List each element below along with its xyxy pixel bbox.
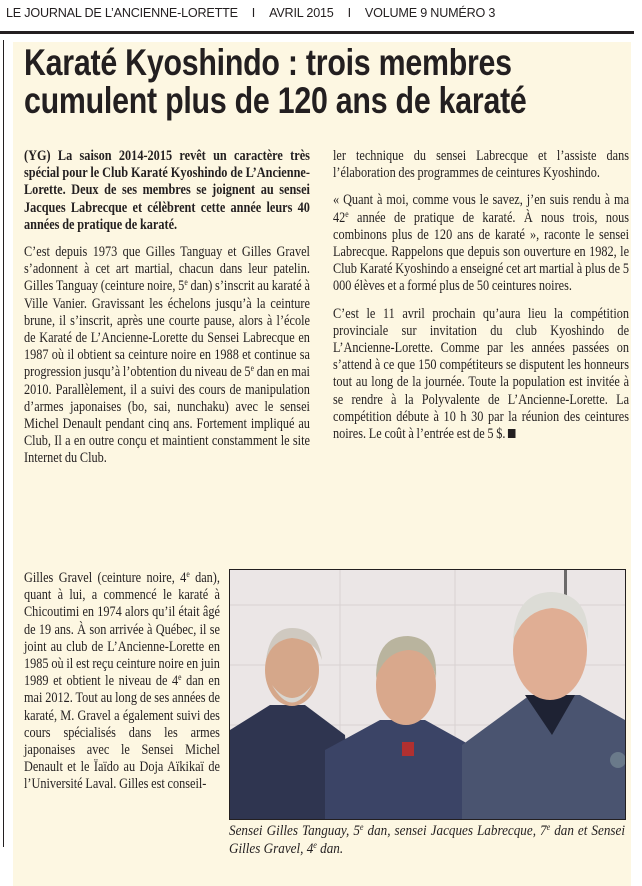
headline-line-2: cumulent plus de 120 ans de karaté: [24, 80, 527, 121]
column-1-text: [24, 148, 310, 468]
column-1: [24, 148, 310, 548]
paragraph-tanguay: [24, 244, 310, 468]
publication-name: LE JOURNAL DE L’ANCIENNE-LORETTE: [6, 6, 238, 20]
photo-three-senseis: [229, 569, 626, 820]
paragraph-quote: [333, 192, 629, 295]
issue-date: AVRIL 2015: [269, 6, 334, 20]
text-run: dan en mai 2010. Parallèlement, il a suivi des cours de manipulation d’armes japonaises (bo, sai, nunchaku) avec le sensei Michel Denault pendant cinq ans. Fortement impliqué au Club, Il a en outre conçu et maintient constamment le site Internet du Club.: [24, 364, 310, 467]
tshirt-middle: [402, 742, 414, 756]
text-run: dan), quant à lui, a commencé le karaté à Chicoutimi en 1974 alors qu’il était âgé de 19 ans. À son arrivée à Québec, il se joint au club de L’Ancienne-Lorette en 1985 où il est reçu ceinture noire en juin 1989 et obtient le niveau de 4: [24, 570, 220, 690]
headline: [24, 42, 527, 121]
paragraph-competition: [333, 306, 629, 444]
paragraph-conseiller: ler technique du sensei Labrecque et l’assiste dans l’élaboration des programmes de ceintures Kyoshindo.: [333, 148, 630, 182]
ordinal-suffix: e: [313, 839, 317, 850]
volume-number: VOLUME 9 NUMÉRO 3: [364, 6, 496, 20]
caption-run: dan et Sensei Gilles Gravel, 4: [229, 823, 625, 857]
top-rule: [0, 31, 634, 34]
paragraph-gravel: [24, 570, 220, 794]
text-run: dan en mai 2012. Tout au long de ses années de karaté, M. Gravel a également suivi des cours spécialisés dans les armes japonaises avec le Sensei Michel Denault et le Ïaïdo au Doja Aïkikaï de l’Université Laval. Gilles est conseil-: [24, 673, 220, 793]
ordinal-suffix: e: [184, 277, 188, 288]
masthead-separator: I: [347, 6, 351, 20]
text-run: Gilles Gravel (ceinture noire, 4: [24, 570, 187, 586]
text-run: « Quant à moi, comme vous le savez, j’en suis rendu à ma 42: [333, 192, 630, 226]
column-2-text: [333, 148, 629, 443]
ordinal-suffix: e: [186, 569, 190, 579]
text-run: C’est le 11 avril prochain qu’aura lieu la compétition provinciale sur invitation du club Kyoshindo de L’Ancienne-Lorette. Comme par les années passées on s’attend à ce que 150 compétiteurs se disputent les honneurs tout au long de la journée. Toute la population est invitée à se rendre à la Polyvalente de L’Ancienne-Lorette. La compétition débute à 10 h 30 par la réunion des ceintures noires. Le coût à l’entrée est de 5 $.: [333, 305, 630, 443]
caption-run: dan, sensei Jacques Labrecque, 7: [363, 823, 547, 839]
ordinal-suffix: e: [546, 822, 551, 832]
ordinal-suffix: e: [250, 363, 254, 374]
text-run: C’est depuis 1973 que Gilles Tanguay et Gilles Gravel s’adonnent à cet art martial, chacun dans leur patelin. Gilles Tanguay (ceinture noire, 5: [24, 244, 310, 295]
headline-line-1: Karaté Kyoshindo : trois membres: [24, 42, 512, 83]
masthead-separator: I: [251, 6, 256, 20]
caption-run: dan.: [316, 840, 344, 857]
photo-caption-text: [229, 823, 625, 858]
end-mark-icon: [508, 429, 516, 438]
text-run: dan) s’inscrit au karaté à Ville Vanier. Gravissant les échelons jusqu’à la ceinture brune, il s’inscrit, après une courte pause, alors à l’école de Karaté de L’Ancienne-Lorette du Sensei Labrecque en 1987 où il obtient sa ceinture noire en 1988 et continue sa progression jusqu’à l’obtention du niveau de 5: [24, 278, 310, 381]
caption-run: Sensei Gilles Tanguay, 5: [229, 823, 360, 839]
ordinal-suffix: e: [178, 672, 182, 683]
ordinal-suffix: e: [345, 208, 349, 219]
column-3-text: [24, 570, 220, 794]
text-run: année de pratique de karaté. À nous trois, nous combinons plus de 120 ans de karaté », raconte le sensei Labrecque. Rappelons que depuis son ouverture en 1982, le Club Karaté Kyoshindo a enseigné cet art martial à plus de 5 000 élèves et a formé plus de 50 ceintures noires.: [333, 209, 630, 295]
column-3: [24, 570, 220, 880]
lead-paragraph: (YG) La saison 2014-2015 revêt un caractère très spécial pour le Club Karaté Kyoshindo de L’Ancienne-Lorette. Deux de ses membres se joignent au sensei Jacques Labrecque et célèbrent cette année leurs 40 années de pratique de karaté.: [24, 148, 310, 233]
photo-caption: [229, 823, 625, 883]
masthead: [6, 6, 636, 22]
photo-illustration: [230, 570, 625, 819]
left-rule: [3, 40, 4, 847]
column-2: [333, 148, 629, 548]
ordinal-suffix: e: [359, 822, 364, 832]
